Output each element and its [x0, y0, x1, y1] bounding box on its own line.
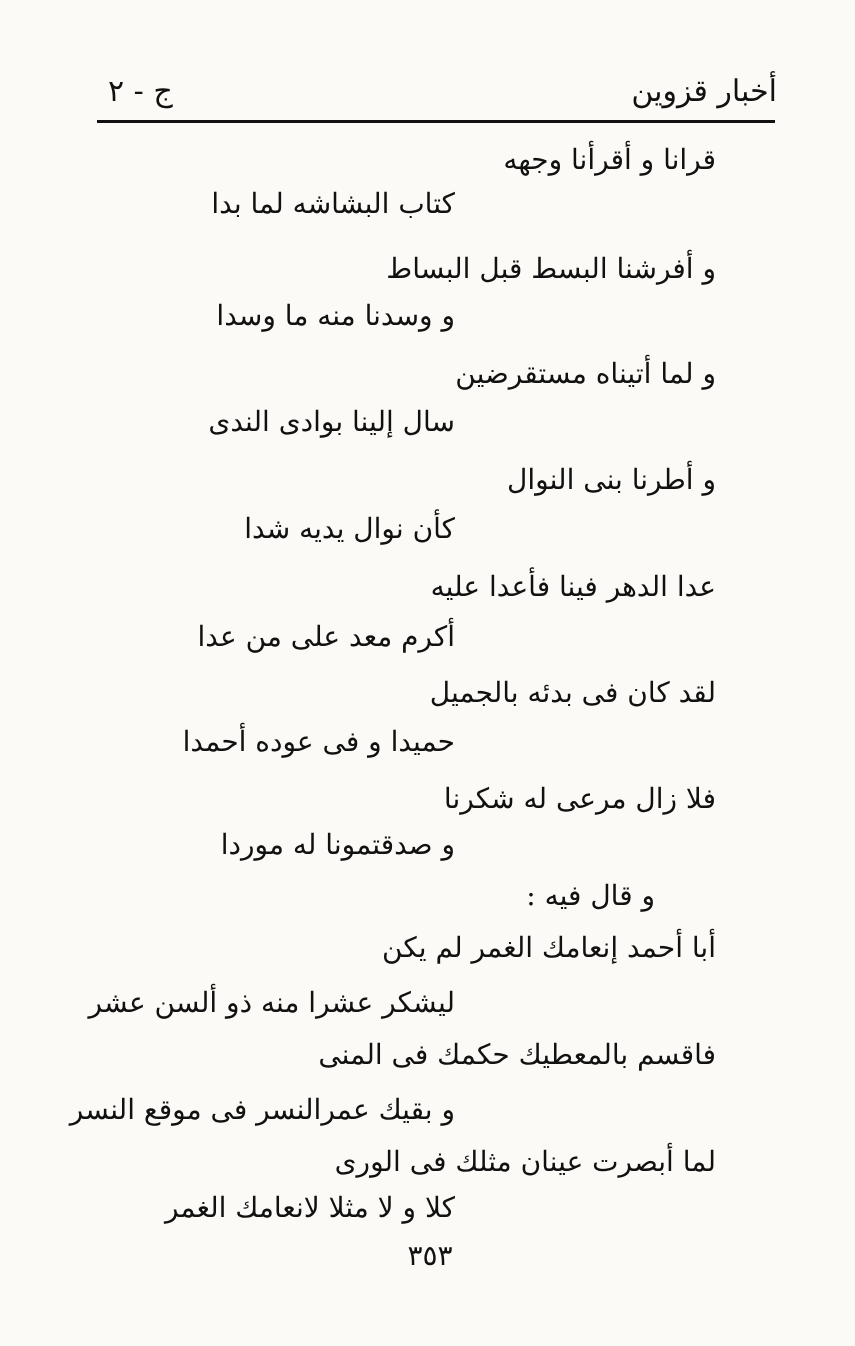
- verse-intro: و قال فيه :: [526, 879, 655, 912]
- verse-line: لقد كان فى بدئه بالجميل: [429, 676, 716, 709]
- verse-line: فاقسم بالمعطيك حكمك فى المنى: [318, 1038, 716, 1071]
- verse-line: عدا الدهر فينا فأعدا عليه: [430, 570, 716, 603]
- verse-line: و أطرنا بنى النوال: [507, 463, 716, 496]
- verse-line: كلا و لا مثلا لانعامك الغمر: [164, 1191, 455, 1224]
- verse-line: و بقيك عمرالنسر فى موقع النسر: [69, 1093, 455, 1126]
- verse-line: فلا زال مرعى له شكرنا: [443, 782, 716, 815]
- verse-line: قرانا و أقرأنا وجهه: [503, 143, 716, 176]
- verse-line: لما أبصرت عينان مثلك فى الورى: [334, 1145, 716, 1178]
- verse-line: حميدا و فى عوده أحمدا: [182, 725, 455, 758]
- verse-line: كتاب البشاشه لما بدا: [211, 187, 455, 220]
- verse-line: أكرم معد على من عدا: [197, 620, 455, 653]
- running-header-title: أخبار قزوين: [631, 74, 777, 109]
- verse-line: و أفرشنا البسط قبل البساط: [386, 252, 716, 285]
- running-header-volume: ج - ٢: [108, 74, 173, 109]
- verse-line: ليشكر عشرا منه ذو ألسن عشر: [88, 986, 455, 1019]
- verse-line: أبا أحمد إنعامك الغمر لم يكن: [382, 931, 716, 964]
- verse-line: و صدقتمونا له موردا: [220, 828, 455, 861]
- page-number: ٣٥٣: [407, 1239, 453, 1272]
- verse-line: و لما أتيناه مستقرضين: [455, 357, 716, 390]
- verse-line: سال إلينا بوادى الندى: [208, 405, 455, 438]
- verse-line: و وسدنا منه ما وسدا: [216, 299, 455, 332]
- verse-line: كأن نوال يديه شدا: [244, 512, 455, 545]
